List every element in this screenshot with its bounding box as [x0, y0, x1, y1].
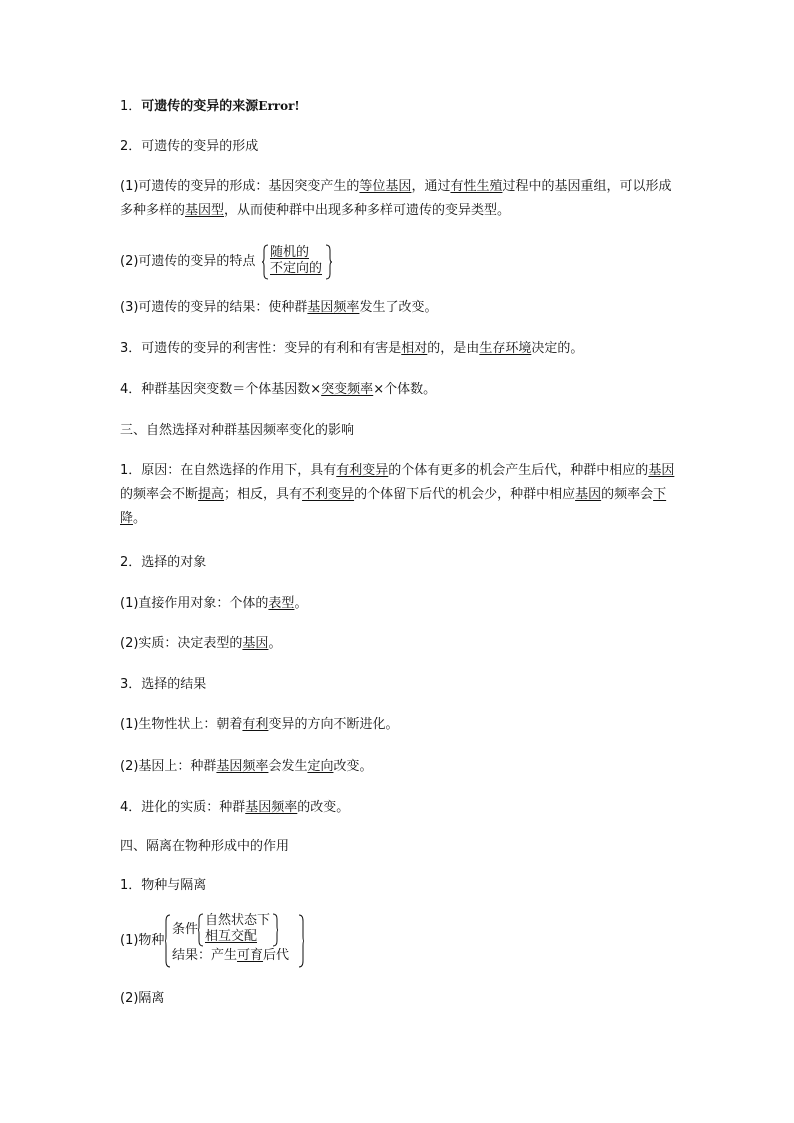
- text-span: 改变。: [333, 759, 373, 774]
- text-span: (1)可遗传的变异的形成：基因突变产生的: [120, 179, 360, 194]
- condition-items: [205, 913, 270, 945]
- underlined-term: 表型: [268, 596, 295, 611]
- result-line: [172, 948, 289, 964]
- right-brace-icon: [272, 913, 279, 947]
- text-span: (1)生物性状上：朝着: [120, 717, 243, 732]
- selection-result-heading: 3．选择的结果: [120, 677, 207, 692]
- text-span: 。: [133, 511, 147, 526]
- text-span: ，通过: [411, 179, 451, 194]
- section-3-benefit: [120, 339, 583, 359]
- text-span: 4．种群基因突变数＝个体基因数×: [120, 382, 322, 397]
- underlined-term: 基因频率: [245, 800, 298, 815]
- selection-object-heading: 2．选择的对象: [120, 555, 207, 570]
- evolution-essence: [120, 798, 349, 818]
- species-label: (1)物种: [120, 933, 165, 948]
- trait-level: [120, 715, 398, 735]
- text-span: 决定的。: [531, 341, 584, 356]
- text-span: 的，是由: [427, 341, 480, 356]
- gene-level: [120, 757, 372, 777]
- left-brace-icon: [164, 914, 171, 968]
- underlined-term: 基因型: [185, 203, 225, 218]
- text-span: 3．可遗传的变异的利害性：变异的有利和有害是: [120, 341, 402, 356]
- text-span: 的改变。: [297, 800, 350, 815]
- underlined-term: 有性生殖: [450, 179, 503, 194]
- species-isolation-heading: 1．物种与隔离: [120, 878, 207, 893]
- text-span: 。: [294, 596, 308, 611]
- paragraph-cause: [120, 459, 676, 531]
- underlined-term: 不利变异: [302, 487, 355, 502]
- underlined-term: 生存环境: [479, 341, 532, 356]
- underlined-term: 基因: [242, 636, 269, 651]
- underlined-term: 基因: [648, 463, 675, 478]
- text-span: 的个体有更多的机会产生后代，种群中相应的: [388, 463, 649, 478]
- left-brace-icon: [261, 244, 269, 280]
- text-span: (3)可遗传的变异的结果：使种群: [120, 300, 308, 315]
- section-4-mutation-count: [120, 380, 436, 400]
- text-span: (2)实质：决定表型的: [120, 636, 243, 651]
- error-text: Error!: [258, 99, 300, 113]
- text-span: ，从而使种群中出现多种多样可遗传的变异类型。: [224, 203, 511, 218]
- underlined-term: 有利: [242, 717, 269, 732]
- right-brace-icon: [325, 244, 333, 280]
- essence: [120, 634, 281, 654]
- item-nondirectional: 不定向的: [270, 261, 323, 276]
- text-span: 结果：产生: [172, 948, 238, 963]
- text-span: 1．原因：在自然选择的作用下，具有: [120, 463, 337, 478]
- heading-natural-selection: 三、自然选择对种群基因频率变化的影响: [120, 423, 355, 438]
- text-span: (2)基因上：种群: [120, 759, 217, 774]
- section-title: 可遗传的变异的来源: [141, 99, 259, 114]
- condition-label: 条件: [172, 922, 199, 937]
- underlined-term: 基因频率: [307, 300, 360, 315]
- underlined-term: 基因: [575, 487, 602, 502]
- paragraph-formation: [120, 175, 676, 223]
- text-span: 会发生: [268, 759, 308, 774]
- text-span: 的频率会: [601, 487, 654, 502]
- underlined-term: 等位基因: [359, 179, 412, 194]
- underlined-term: 可育: [237, 948, 264, 963]
- text-span: 变异的方向不断进化。: [268, 717, 399, 732]
- underlined-term: 相对: [401, 341, 428, 356]
- underlined-term: 提高: [198, 487, 225, 502]
- section-1-source: [120, 96, 300, 117]
- condition-natural: 自然状态下: [205, 913, 271, 928]
- item-random: 随机的: [270, 245, 310, 260]
- underlined-term: 有利变异: [336, 463, 389, 478]
- text-span: 过程中的基因重组，可以形成多种多样的: [120, 179, 672, 218]
- text-span: ；相反，具有: [224, 487, 303, 502]
- direct-target: [120, 594, 307, 614]
- heading-isolation: 四、隔离在物种形成中的作用: [120, 839, 290, 854]
- section-2-heading: 2．可遗传的变异的形成: [120, 139, 259, 154]
- left-brace-icon: [197, 913, 204, 947]
- underlined-term: 突变频率: [321, 382, 374, 397]
- characteristics-label: (2)可遗传的变异的特点: [120, 254, 256, 269]
- text-span: 的个体留下后代的机会少，种群中相应: [354, 487, 576, 502]
- condition-mating: 相互交配: [205, 929, 258, 944]
- underlined-term: 定向: [307, 759, 334, 774]
- characteristics-items: [270, 245, 322, 277]
- text-span: 。: [268, 636, 282, 651]
- text-span: 后代: [263, 948, 290, 963]
- text-span: ×个体数。: [373, 382, 437, 397]
- text-span: 的频率会不断: [120, 487, 199, 502]
- right-brace-icon: [298, 914, 305, 968]
- species-brace-group: [120, 912, 360, 972]
- paragraph-result: [120, 298, 437, 318]
- isolation-subheading: (2)隔离: [120, 991, 165, 1006]
- text-span: (1)直接作用对象：个体的: [120, 596, 269, 611]
- text-span: 4．进化的实质：种群: [120, 800, 246, 815]
- underlined-term: 基因频率: [216, 759, 269, 774]
- text-span: 发生了改变。: [359, 300, 438, 315]
- underlined-term: 下降: [120, 487, 667, 526]
- section-number: 1．: [120, 99, 142, 114]
- characteristics-brace-group: [120, 244, 380, 280]
